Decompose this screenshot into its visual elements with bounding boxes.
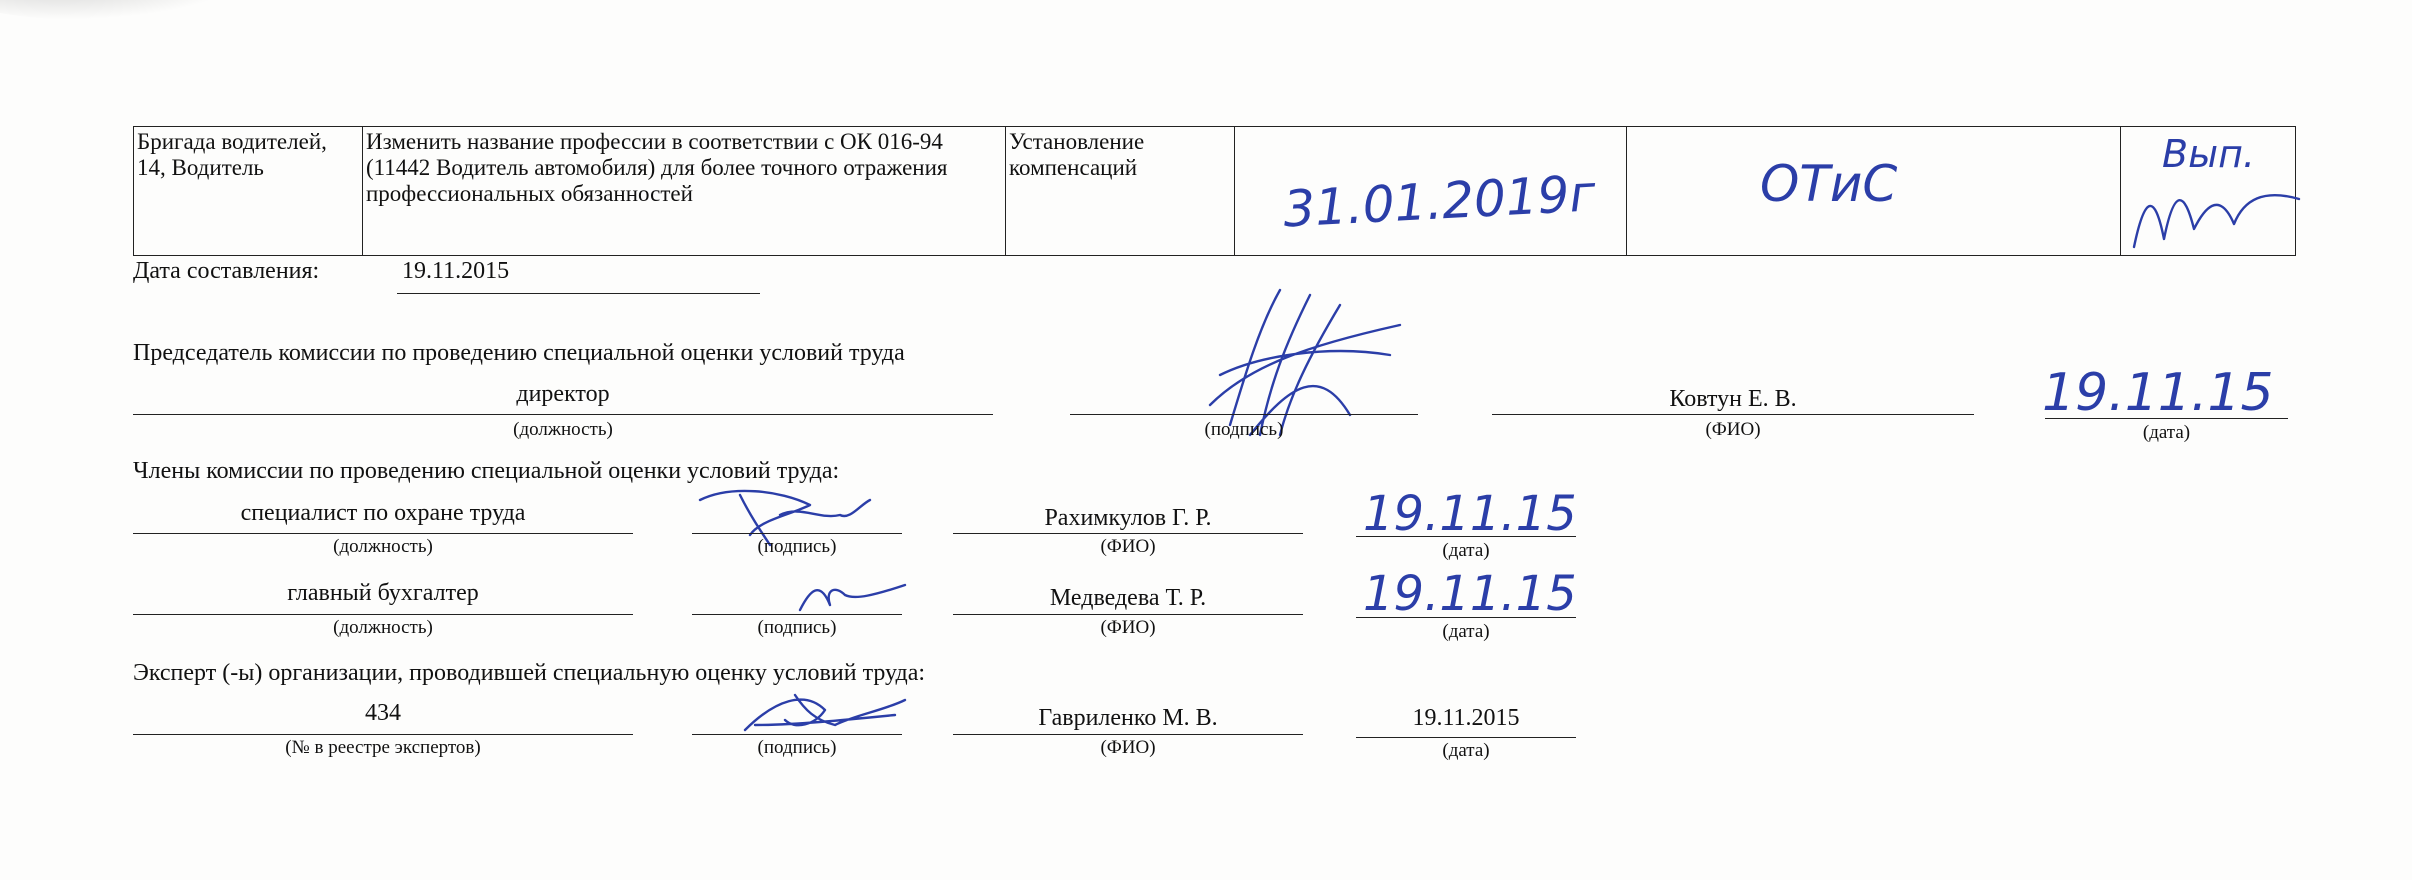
member1-date-caption: (дата) bbox=[1442, 540, 1490, 561]
measures-table bbox=[133, 126, 2296, 256]
cell-measure: Изменить название профессии в соответствии с ОК 016-94 (11442 Водитель автомобиля) для более точного отражения профессиональных обязанностей bbox=[363, 127, 1006, 256]
member2-signature bbox=[780, 570, 920, 620]
date-compiled-line bbox=[397, 293, 760, 294]
date-compiled-value: 19.11.2015 bbox=[402, 258, 510, 284]
chairman-date-line bbox=[2045, 418, 2288, 419]
cell-executor bbox=[1627, 127, 2121, 256]
expert-date-line bbox=[1356, 737, 1576, 738]
member1-position-caption: (должность) bbox=[333, 536, 433, 557]
expert-date-caption: (дата) bbox=[1442, 740, 1490, 761]
member1-position: специалист по охране труда bbox=[240, 500, 526, 526]
members-heading: Члены комиссии по проведению специальной оценки условий труда: bbox=[133, 458, 840, 484]
member2-signature-line bbox=[692, 614, 902, 615]
chairman-heading: Председатель комиссии по проведению специальной оценки условий труда bbox=[133, 340, 905, 366]
member2-name: Медведева Т. Р. bbox=[1049, 585, 1207, 611]
cell-workplace: Бригада водителей, 14, Водитель bbox=[134, 127, 363, 256]
chairman-date-caption: (дата) bbox=[2142, 422, 2191, 443]
chairman-date-handwriting bbox=[2030, 355, 2290, 425]
svg-text:Вып.: Вып. bbox=[2162, 132, 2255, 176]
expert-heading: Эксперт (-ы) организации, проводившей специальную оценку условий труда: bbox=[133, 660, 926, 686]
cell-goal: Установление компенсаций bbox=[1006, 127, 1235, 256]
svg-text:19.11.15: 19.11.15 bbox=[1363, 566, 1577, 622]
expert-signature bbox=[735, 680, 915, 740]
svg-text:ОТиС: ОТиС bbox=[1760, 155, 1898, 213]
expert-registry-line bbox=[133, 734, 633, 735]
member1-name: Рахимкулов Г. Р. bbox=[1044, 505, 1212, 531]
executor-handwriting bbox=[1630, 129, 2110, 249]
member2-name-line bbox=[953, 614, 1303, 615]
expert-registry-number: 434 bbox=[365, 700, 401, 726]
svg-text:19.11.15: 19.11.15 bbox=[1363, 486, 1577, 542]
svg-text:31.01.2019г: 31.01.2019г bbox=[1281, 164, 1598, 239]
expert-signature-line bbox=[692, 734, 902, 735]
member2-position-line bbox=[133, 614, 633, 615]
expert-registry-caption: (№ в реестре экспертов) bbox=[285, 737, 481, 758]
chairman-name-caption: (ФИО) bbox=[1705, 419, 1761, 440]
member2-date-line bbox=[1356, 617, 1576, 618]
member1-signature-line bbox=[692, 533, 902, 534]
table-row bbox=[134, 127, 2296, 256]
chairman-signature-line bbox=[1070, 414, 1418, 415]
expert-signature-caption: (подпись) bbox=[757, 737, 837, 758]
svg-text:19.11.15: 19.11.15 bbox=[2042, 363, 2274, 423]
cell-mark bbox=[2121, 127, 2296, 256]
member2-date-caption: (дата) bbox=[1442, 621, 1490, 642]
expert-name: Гавриленко М. В. bbox=[1038, 705, 1218, 731]
member2-name-caption: (ФИО) bbox=[1100, 617, 1156, 638]
chairman-signature-caption: (подпись) bbox=[1204, 419, 1284, 440]
member1-name-line bbox=[953, 533, 1303, 534]
member2-position-caption: (должность) bbox=[333, 617, 433, 638]
chairman-position-caption: (должность) bbox=[513, 419, 613, 440]
chairman-name-line bbox=[1492, 414, 1974, 415]
chairman-position-line bbox=[133, 414, 993, 415]
member2-signature-caption: (подпись) bbox=[757, 617, 837, 638]
chairman-name: Ковтун Е. В. bbox=[1669, 386, 1797, 412]
member1-position-line bbox=[133, 533, 633, 534]
member2-date-handwriting bbox=[1355, 560, 1585, 625]
mark-handwriting bbox=[2124, 129, 2294, 249]
scan-shadow bbox=[0, 0, 240, 20]
member1-date-line bbox=[1356, 536, 1576, 537]
chairman-position: директор bbox=[516, 381, 610, 407]
deadline-handwriting bbox=[1238, 129, 1618, 249]
expert-date: 19.11.2015 bbox=[1412, 705, 1520, 731]
cell-deadline bbox=[1235, 127, 1627, 256]
member1-name-caption: (ФИО) bbox=[1100, 536, 1156, 557]
member1-signature-caption: (подпись) bbox=[757, 536, 837, 557]
date-compiled-label: Дата составления: bbox=[133, 258, 320, 284]
expert-name-caption: (ФИО) bbox=[1100, 737, 1156, 758]
member2-position: главный бухгалтер bbox=[287, 580, 479, 606]
mark-signature bbox=[2134, 195, 2299, 247]
expert-name-line bbox=[953, 734, 1303, 735]
